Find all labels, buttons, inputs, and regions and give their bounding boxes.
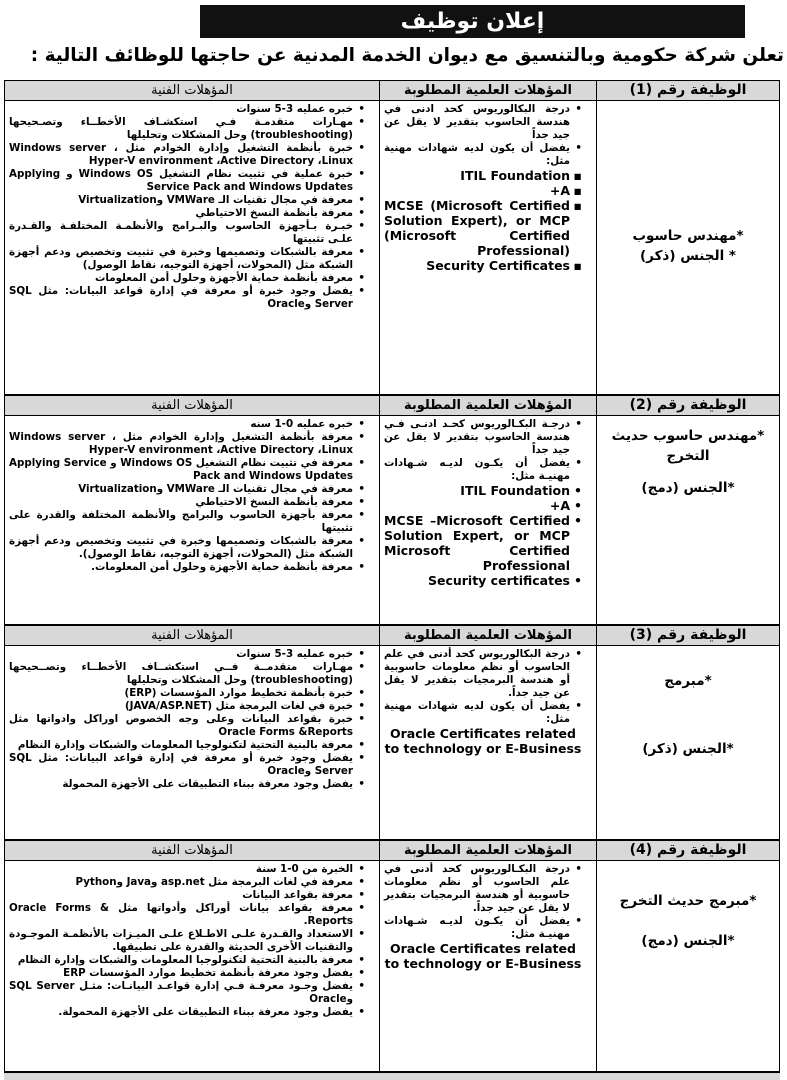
- job-title-column: [597, 861, 779, 1071]
- job-title: *مبرمج: [664, 673, 712, 689]
- academic-item: • يفضل أن يكون لديه شهادات مهنية مثل:: [384, 142, 582, 168]
- technical-item: • معرفة في تثبيت نظام التشغيل Windows OS و Applying Service Pack and Windows Updates: [9, 457, 365, 483]
- job-title: *مهندس حاسوب حديث التخرج: [611, 428, 765, 464]
- technical-column: [5, 646, 380, 839]
- technical-item: • يفضل وجـود معرفـة فـي إدارة قواعـد البيانـات: مثـل SQL Server وOracle: [9, 980, 365, 1006]
- technical-item: • خبرة عملية في تثبيت نظام التشغيل Windows OS و Applying Service Pack and Windows Updates: [9, 168, 365, 194]
- certificate-item: ▪ MCSE (Microsoft Certified Solution Expert), or MCP (Microsoft Certified Professional): [384, 198, 582, 258]
- academic-column: [380, 101, 597, 394]
- academic-item: • درجـة البكـالوريوس كحـد ادنـى فـي هندسة الحاسوب بتقدير لا يقل عن جيد جداً: [384, 418, 582, 457]
- certificate-item: Oracle Certificates related to technology or E-Business: [384, 726, 582, 756]
- technical-item: • خبرة بأنظمة تخطيط موارد المؤسسات (ERP): [9, 687, 365, 700]
- technical-header: المؤهلات الفنية: [5, 396, 380, 416]
- academic-header: المؤهلات العلمية المطلوبة: [380, 626, 597, 646]
- academic-item: • درجة البكالوريوس كحد أدنى في علم الحاسوب أو نظم معلومات حاسوبية أو هندسة البرمجيات بتقدير لا يقل عن جيد جداً.: [384, 648, 582, 700]
- certificate-item: • Security certificates: [384, 573, 582, 588]
- technical-item: • معرفة في لغات البرمجة مثل asp.net وJava وPython: [9, 876, 365, 889]
- technical-item: • معرفة بقواعد البيانات: [9, 889, 365, 902]
- technical-item: • معرفة بقواعد بيانات أوراكل وأدواتها مثل Oracle Forms & Reports.: [9, 902, 365, 928]
- technical-item: • خبره عمليه 3-5 سنوات: [9, 648, 365, 661]
- technical-item: • معرفة بالشبكات وتصميمها وخبرة في تثبيت وتخصيص ودعم أجهزة الشبكة مثل (المحولات، أجهزة التوجيه، نقاط الوصول).: [9, 535, 365, 561]
- technical-column: [5, 416, 380, 624]
- technical-item: • خبرة بقواعد البيانات وعلى وجه الخصوص اوراكل وادواتها مثل Oracle Forms &Reports: [9, 713, 365, 739]
- certificate-item: ▪ Security Certificates: [384, 258, 582, 273]
- job-block-1: [4, 80, 780, 395]
- technical-header: المؤهلات الفنية: [5, 626, 380, 646]
- technical-item: • يفضل وجود خبرة أو معرفة في إدارة قواعد البيانات: مثل SQL Server وOracle: [9, 285, 365, 311]
- technical-column: [5, 101, 380, 394]
- job-block-3: [4, 625, 780, 840]
- academic-header: المؤهلات العلمية المطلوبة: [380, 396, 597, 416]
- academic-column: [380, 646, 597, 839]
- technical-item: • معرفة بأنظمة حماية الأجهزة وحلول أمن المعلومات: [9, 272, 365, 285]
- banner-title: إعلان توظيف: [200, 5, 745, 38]
- technical-item: • معرفة بأجهزة الحاسوب والبرامج والأنظمة المختلفة والقدرة على تثبيتها: [9, 509, 365, 535]
- technical-item: • معرفة بالبنية التحتية لتكنولوجيا المعلومات والشبكات وإدارة النظام: [9, 739, 365, 752]
- job-gender: *الجنس (ذكر): [642, 741, 734, 757]
- academic-item: • درجة البكالوريوس كحد ادنى في هندسة الحاسوب بتقدير لا يقل عن جيد جداً: [384, 103, 582, 142]
- next-job-header-cutoff: [4, 1072, 780, 1080]
- technical-item: • يفضل وجود خبرة أو معرفة في إدارة قواعد البيانات: مثل SQL Server وOracle: [9, 752, 365, 778]
- technical-item: • معرفة في مجال تقنيات الـ VMWare وVirtualization: [9, 483, 365, 496]
- technical-item: • خبرة بأنظمة التشغيل وإدارة الخوادم مثل Windows server ، Hyper-V environment ،Active Directory ،Linux: [9, 142, 365, 168]
- technical-item: • يفضل وجود معرفة ببناء التطبيقات على الأجهزة المحمولة: [9, 778, 365, 791]
- certificate-item: ▪ ITIL Foundation: [384, 168, 582, 183]
- technical-item: • الاستعداد والقـدرة علـى الاطـلاع علـى الميـزات بالأنظمـة الموجـودة والتقنيات الأخرى الحديثة والقدرة على تطبيقها.: [9, 928, 365, 954]
- job-number: الوظيفة رقم (3): [597, 626, 779, 646]
- job-gender: *الجنس (دمج): [641, 933, 735, 949]
- academic-header: المؤهلات العلمية المطلوبة: [380, 81, 597, 101]
- job-title: *مهندس حاسوب: [632, 228, 744, 244]
- job-title: *مبرمج حديث التخرج: [619, 893, 757, 909]
- technical-item: • مهـارات متقدمـة فـي استكشـاف الأخطــاء وتصـحيحها (troubleshooting) وحل المشكلات وتحليلها: [9, 116, 365, 142]
- technical-item: • خبرة في لغات البرمجة مثل (JAVA/ASP.NET): [9, 700, 365, 713]
- academic-item: • يفضل أن يكـون لديـه شـهادات مهنيـة مثل:: [384, 915, 582, 941]
- job-block-4: [4, 840, 780, 1072]
- technical-item: • خبره عمليه 0-1 سنه: [9, 418, 365, 431]
- technical-item: • معرفة بأنظمة التشغيل وإدارة الخوادم مثل Windows server ، Hyper-V environment ،Active Directory ،Linux: [9, 431, 365, 457]
- technical-item: • معرفة بالشبكات وتصميمها وخبرة في تثبيت وتخصيص ودعم أجهزة الشبكة مثل (المحولات، أجهزة التوجيه، نقاط الوصول): [9, 246, 365, 272]
- technical-column: [5, 861, 380, 1071]
- technical-item: • معرفة بالبنية التحتية لتكنولوجيا المعلومات والشبكات وإدارة النظام: [9, 954, 365, 967]
- technical-item: • يفضل وجود معرفة بأنظمة تخطيط موارد المؤسسات ERP: [9, 967, 365, 980]
- certificate-item: • MCSE –Microsoft Certified Solution Expert, or MCP Microsoft Certified Professional: [384, 513, 582, 573]
- intro-text: تعلن شركة حكومية وبالتنسيق مع ديوان الخدمة المدنية عن حاجتها للوظائف التالية :: [30, 45, 784, 66]
- certificate-item: Oracle Certificates related to technology or E-Business: [384, 941, 582, 971]
- job-title-column: [597, 646, 779, 839]
- certificate-item: • A+: [384, 498, 582, 513]
- certificate-item: • ITIL Foundation: [384, 483, 582, 498]
- job-title-column: [597, 416, 779, 624]
- academic-column: [380, 861, 597, 1071]
- technical-item: • يفضل وجود معرفة ببناء التطبيقات على الأجهزة المحمولة.: [9, 1006, 365, 1019]
- job-number: الوظيفة رقم (2): [597, 396, 779, 416]
- technical-item: • معرفة بأنظمة حماية الأجهزة وحلول أمن المعلومات.: [9, 561, 365, 574]
- technical-item: • خبـرة بـأجهزة الحاسوب والبـرامج والأنظمـة المختلفـة والقـدرة علـى تثبيتها: [9, 220, 365, 246]
- academic-item: • يفضل أن يكون لديه شهادات مهنية مثل:: [384, 700, 582, 726]
- technical-item: • خبره عمليه 3-5 سنوات: [9, 103, 365, 116]
- technical-item: • الخبرة من 0-1 سنة: [9, 863, 365, 876]
- technical-item: • مهـارات متقدمــة فــي استكشــاف الأخطــاء وتصــحيحها (troubleshooting) وحل المشكلات وتحليلها: [9, 661, 365, 687]
- job-number: الوظيفة رقم (1): [597, 81, 779, 101]
- job-title-column: [597, 101, 779, 394]
- technical-item: • معرفة بأنظمة النسخ الاحتياطي: [9, 207, 365, 220]
- banner-area: [0, 0, 787, 42]
- academic-column: [380, 416, 597, 624]
- academic-item: • يفضل أن يكـون لديـه شـهادات مهنيـة مثل:: [384, 457, 582, 483]
- academic-item: • درجة البكـالوريوس كحد أدنى في علم الحاسوب أو نظم معلومات حاسوبية أو هندسة البرمجيات بتقدير لا يقل عن جيد جداً.: [384, 863, 582, 915]
- job-gender: *الجنس (دمج): [641, 480, 735, 496]
- technical-header: المؤهلات الفنية: [5, 841, 380, 861]
- technical-item: • معرفة بأنظمة النسخ الاحتياطي: [9, 496, 365, 509]
- job-block-2: [4, 395, 780, 625]
- job-gender: * الجنس (ذكر): [640, 248, 736, 264]
- academic-header: المؤهلات العلمية المطلوبة: [380, 841, 597, 861]
- technical-header: المؤهلات الفنية: [5, 81, 380, 101]
- certificate-item: ▪ A+: [384, 183, 582, 198]
- technical-item: • معرفة في مجال تقنيات الـ VMWare وVirtualization: [9, 194, 365, 207]
- job-number: الوظيفة رقم (4): [597, 841, 779, 861]
